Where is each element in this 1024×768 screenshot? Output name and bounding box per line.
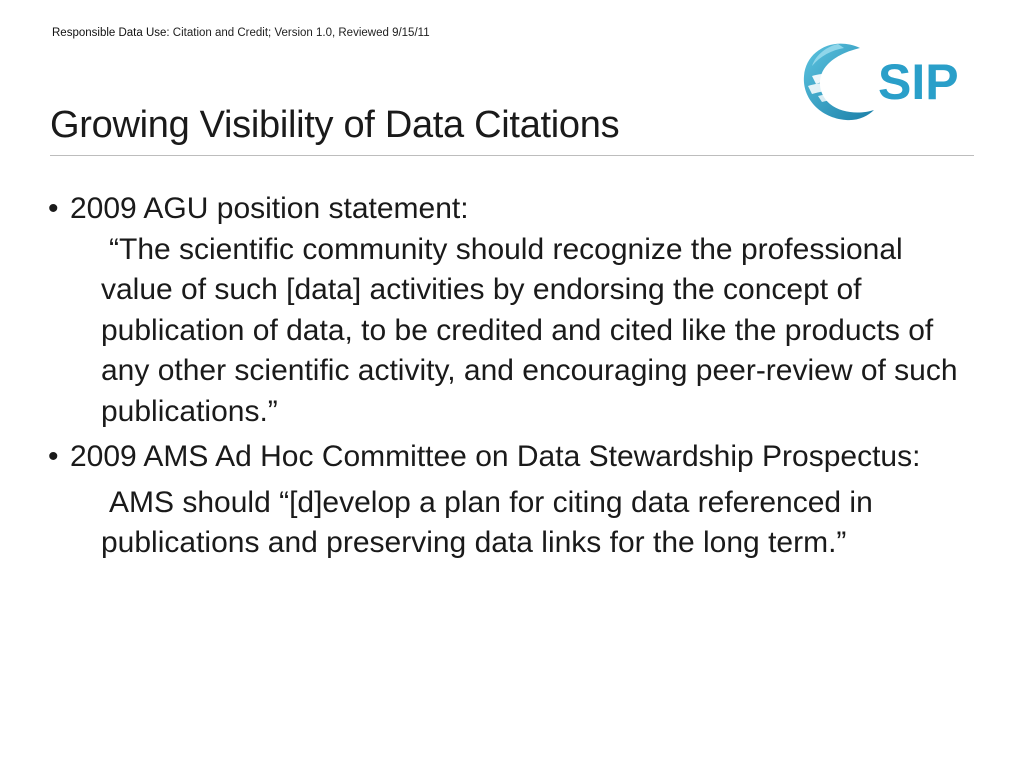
slide-header <box>52 27 430 39</box>
slide-body <box>48 189 978 564</box>
bullet-item-ams <box>48 437 978 478</box>
header-detail: : Citation and Credit; Version 1.0, Reviewed 9/15/11 <box>166 27 430 39</box>
slide-title: Growing Visibility of Data Citations <box>50 104 620 146</box>
esip-logo <box>798 36 970 136</box>
header-topic: Responsible Data Use <box>52 27 167 39</box>
quote-text: “The scientific community should recognize the professional value of such [data] activities by endorsing the concept of publication of data, to be credited and cited like the products of any other scientific activity, and encouraging peer-review of such publications.” <box>101 232 958 428</box>
bullet-dot: • <box>48 192 59 225</box>
esip-logo-icon <box>798 36 970 136</box>
title-divider <box>50 155 974 156</box>
quote-text: AMS should “[d]evelop a plan for citing data referenced in publications and preserving data links for the long term.” <box>101 485 873 559</box>
bullet-dot: • <box>48 440 59 473</box>
logo-text: SIP <box>878 54 959 110</box>
bullet-text: 2009 AGU position statement: <box>70 192 469 225</box>
agu-quote <box>48 230 978 433</box>
bullet-item-agu <box>48 189 978 230</box>
ams-quote <box>48 483 978 564</box>
bullet-text: 2009 AMS Ad Hoc Committee on Data Stewardship Prospectus: <box>70 440 921 473</box>
